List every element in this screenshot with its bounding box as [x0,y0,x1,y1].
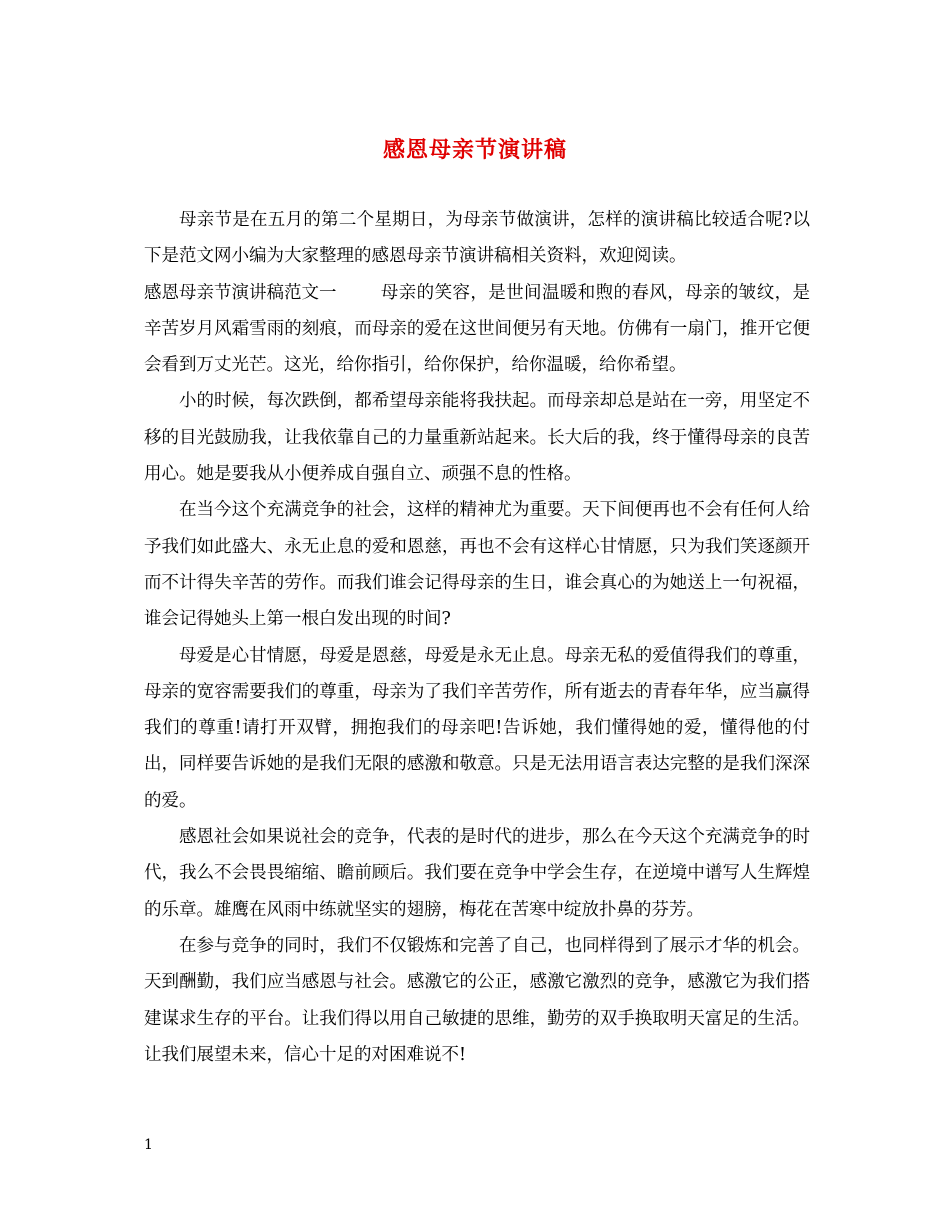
body-paragraph: 在参与竞争的同时，我们不仅锻炼和完善了自己，也同样得到了展示才华的机会。天到酬勤，我们应当感恩与社会。感激它的公正，感激它激烈的竞争，感激它为我们搭建谋求生存的平台。让我们得以用自己敏捷的思维，勤劳的双手换取明天富足的生活。让我们展望未来，信心十足的对困难说不! [144,935,810,1065]
body-paragraph: 母爱是心甘情愿，母爱是恩慈，母爱是永无止息。母亲无私的爱值得我们的尊重，母亲的宽容需要我们的尊重，母亲为了我们辛苦劳作，所有逝去的青春年华，应当赢得我们的尊重!请打开双臂，拥抱我们的母亲吧!告诉她，我们懂得她的爱，懂得他的付出，同样要告诉她的是我们无限的感激和敬意。只是无法用语言表达完整的是我们深深的爱。 [144,645,810,811]
section-heading: 感恩母亲节演讲稿范文一 [144,282,337,303]
document-title: 感恩母亲节演讲稿 [382,137,567,163]
document-body [144,202,810,1073]
section-paragraph [144,275,810,384]
paragraph-text: 母亲的笑容，是世间温暖和煦的春风，母亲的皱纹，是辛苦岁月风霜雪雨的刻痕，而母亲的爱在这世间便另有天地。仿佛有一扇门，推开它便会看到万丈光芒。这光，给你指引，给你保护，给你温暖，给你希望。 [144,282,810,376]
body-paragraph: 在当今这个充满竞争的社会，这样的精神尤为重要。天下间便再也不会有任何人给予我们如此盛大、永无止息的爱和恩慈，再也不会有这样心甘情愿，只为我们笑逐颜开而不计得失辛苦的劳作。而我们谁会记得母亲的生日，谁会真心的为她送上一句祝福，谁会记得她头上第一根白发出现的时间? [144,500,810,630]
intro-paragraph: 母亲节是在五月的第二个星期日，为母亲节做演讲，怎样的演讲稿比较适合呢?以下是范文网小编为大家整理的感恩母亲节演讲稿相关资料，欢迎阅读。 [144,210,810,267]
page-number: 1 [144,1137,153,1153]
body-paragraph: 小的时候，每次跌倒，都希望母亲能将我扶起。而母亲却总是站在一旁，用坚定不移的目光鼓励我，让我依靠自己的力量重新站起来。长大后的我，终于懂得母亲的良苦用心。她是要我从小便养成自强自立、顽强不息的性格。 [144,391,810,485]
body-paragraph: 感恩社会如果说社会的竞争，代表的是时代的进步，那么在今天这个充满竞争的时代，我么不会畏畏缩缩、瞻前顾后。我们要在竞争中学会生存，在逆境中谱写人生辉煌的乐章。雄鹰在风雨中练就坚实的翅膀，梅花在苦寒中绽放扑鼻的芬芳。 [144,827,810,920]
